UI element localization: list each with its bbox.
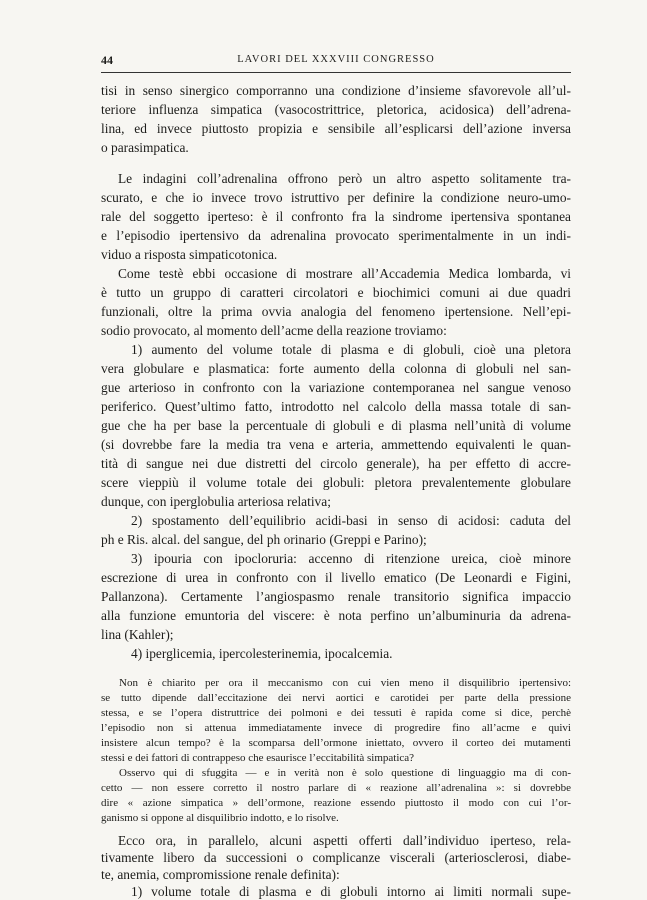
text-line: gue arterioso in confronto con la variazione contemporanea nel sangue venoso [101, 380, 571, 395]
note-line: Osservo qui di sfuggita — e in verità non è solo questione di linguaggio ma di con- [119, 767, 571, 779]
note-line: insistere alcun tempo? è la scomparsa dell’ormone iniettato, ovvero il corteo dei mutamenti [101, 737, 571, 749]
text-line: (si dovrebbe fare la media tra vena e arteria, ammettendo equivalenti le quan- [101, 437, 571, 452]
text-line: 4) iperglicemia, ipercolesterinemia, ipocalcemia. [131, 646, 393, 661]
text-line: scurato, e che io invece trovo istruttivo per definire la condizione neuro-umo- [101, 190, 571, 205]
note-line: stessa, e se l’opera distruttrice dei polmoni e dei tessuti è rapida come si dice, perchè [101, 707, 571, 719]
text-line: tivamente libero da successioni o complicanze viscerali (arteriosclerosi, diabe- [101, 850, 571, 865]
text-line: sodio provocato, al momento dell’acme della reazione troviamo: [101, 323, 447, 338]
text-line: alla funzione emuntoria del viscere: è nota perfino un’albuminuria da adrena- [101, 608, 571, 623]
text-line: Come testè ebbi occasione di mostrare all’Accademia Medica lombarda, vi [118, 266, 571, 281]
text-line: Ecco ora, in parallelo, alcuni aspetti offerti dall’individuo iperteso, rela- [118, 833, 571, 848]
text-line: periferico. Quest’ultimo fatto, introdotto nel calcolo della massa totale di san- [101, 399, 571, 414]
text-line: vera globulare e plasmatica: forte aumento della colonna di globuli nel san- [101, 361, 571, 376]
text-line: gue che ha per base la percentuale di globuli e di plasma nell’unità di volume [101, 418, 571, 433]
note-line: se tutto dipende dall’eccitazione dei nervi aortici e carotidei per parte della pressione [101, 692, 571, 704]
text-line: viduo a risposta simpaticotonica. [101, 247, 278, 262]
note-line: stessi e dei fattori di contrappeso che esaurisce l’eccitabilità simpatica? [101, 752, 415, 764]
page-number: 44 [101, 53, 113, 67]
page-header [101, 53, 571, 71]
text-line: teriore influenza simpatica (vasocostrittrice, pletorica, acidosica) dell’adrena- [101, 102, 571, 117]
text-line: Pallanzona). Certamente l’angiospasmo renale transitorio significa impaccio [101, 589, 571, 604]
text-line: lina (Kahler); [101, 627, 174, 642]
text-line: dunque, con iperglobulia arteriosa relativa; [101, 494, 331, 509]
note-line: ganismo si oppone al disquilibrio indotto, e lo risolve. [101, 812, 339, 824]
text-line: rale del soggetto iperteso: è il confronto fra la sindrome ipertensiva spontanea [101, 209, 571, 224]
text-line: 1) volume totale di plasma e di globuli intorno ai limiti normali supe- [131, 884, 571, 899]
note-line: l’episodio non si attenua immediatamente invece di progredire fino all’acme e quivi [101, 722, 571, 734]
header-rule [101, 72, 571, 73]
text-line: tisi in senso sinergico comporranno una condizione d’insieme sfavorevole all’ul- [101, 83, 571, 98]
text-line: 1) aumento del volume totale di plasma e di globuli, cioè una pletora [131, 342, 571, 357]
note-line: Non è chiarito per ora il meccanismo con cui vien meno il disquilibrio ipertensivo: [119, 677, 571, 689]
text-line: scere vieppiù il volume totale dei globuli: pletora prevalentemente globulare [101, 475, 571, 490]
text-line: lina, ed invece piuttosto propizia e sensibile all’esplicarsi dell’azione inversa [101, 121, 571, 136]
text-line: ph e Ris. alcal. del sangue, del ph orinario (Greppi e Parino); [101, 532, 427, 547]
running-title: LAVORI DEL XXXVIII CONGRESSO [237, 54, 435, 65]
text-line: te, anemia, compromissione renale definita): [101, 867, 340, 882]
text-line: escrezione di urea in confronto con il livello ematico (De Leonardi e Figini, [101, 570, 571, 585]
text-line: funzionali, oltre la prima ovvia analogia del fenomeno ipertensione. Nell’epi- [101, 304, 571, 319]
text-line: è tutto un gruppo di caratteri circolatori e biochimici comuni ai due quadri [101, 285, 571, 300]
text-line: o parasimpatica. [101, 140, 189, 155]
text-line: tità di sangue nei due distretti del circolo generale), ha per effetto di accre- [101, 456, 571, 471]
text-line: 3) ipouria con ipocloruria: accenno di ritenzione ureica, cioè minore [131, 551, 571, 566]
note-line: cetto — non essere corretto il nostro parlare di « reazione all’adrenalina »: si dovrebbe [101, 782, 571, 794]
text-line: Le indagini coll’adrenalina offrono però un altro aspetto solitamente tra- [118, 171, 571, 186]
note-line: dire « azione simpatica » dell’ormone, reazione essendo piuttosto il modo con cui l’or- [101, 797, 571, 809]
text-line: e l’episodio ipertensivo da adrenalina provocato sperimentalmente in un indi- [101, 228, 571, 243]
text-line: 2) spostamento dell’equilibrio acidi-basi in senso di acidosi: caduta del [131, 513, 571, 528]
